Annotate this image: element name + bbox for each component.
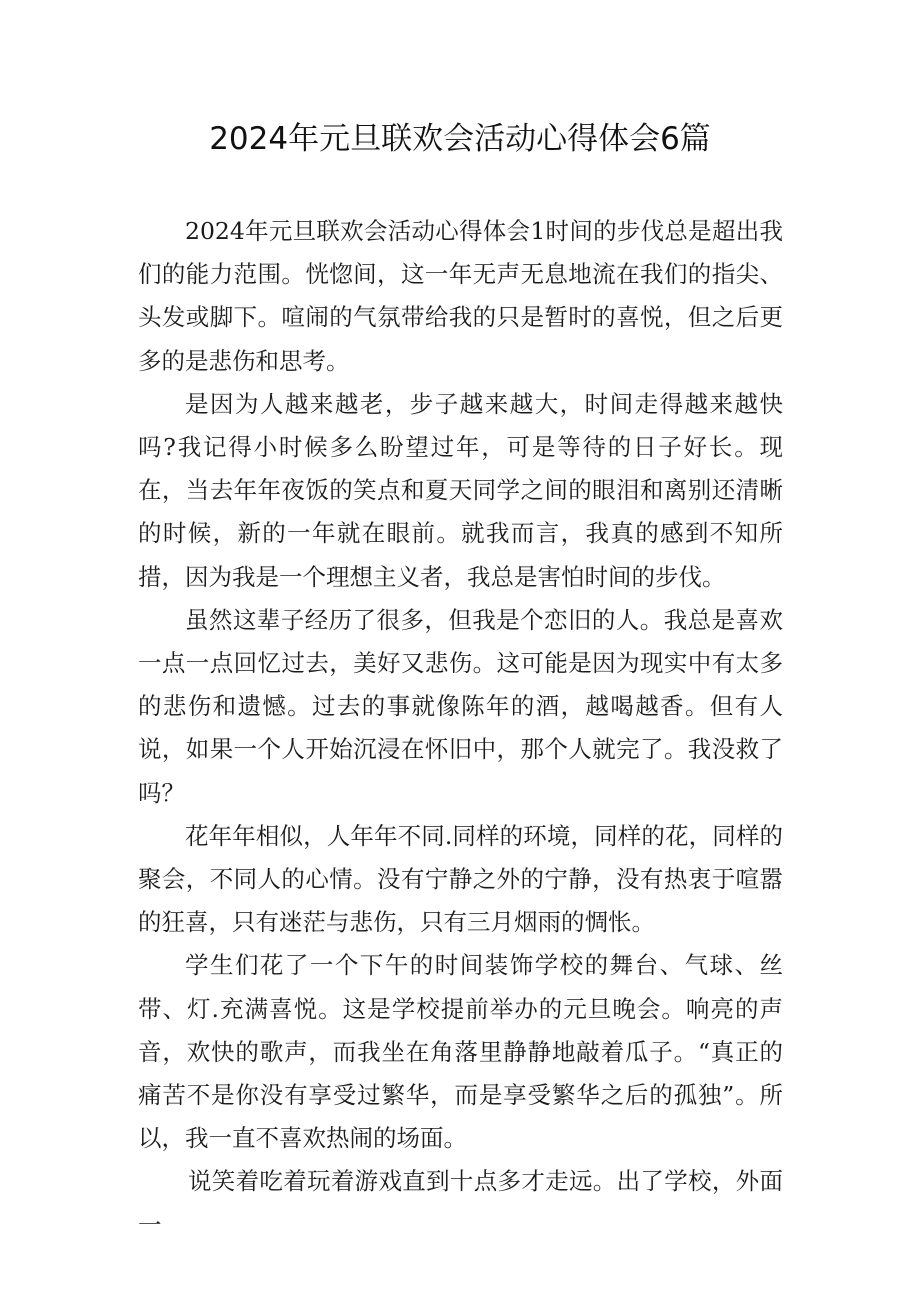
paragraph-5: 学生们花了一个下午的时间装饰学校的舞台、气球、丝带、灯.充满喜悦。这是学校提前举办的元旦晚会。响亮的声音，欢快的歌声，而我坐在角落里静静地敲着瓜子。“真正的痛苦不是你没有享受过繁华，而是享受繁华之后的孤独”。所以，我一直不喜欢热闹的场面。 [138, 951, 783, 1153]
paragraph-3: 虽然这辈子经历了很多，但我是个恋旧的人。我总是喜欢一点一点回忆过去，美好又悲伤。这可能是因为现实中有太多的悲伤和遗憾。过去的事就像陈年的酒，越喝越香。但有人说，如果一个人开始沉浸在怀旧中，那个人就完了。我没救了吗？ [138, 605, 783, 807]
document-title: 2024年元旦联欢会活动心得体会6篇 [209, 121, 711, 157]
document-body [138, 210, 783, 1247]
paragraph-1: 2024年元旦联欢会活动心得体会1时间的步伐总是超出我们的能力范围。恍惚间，这一年无声无息地流在我们的指尖、头发或脚下。喧闹的气氛带给我的只是暂时的喜悦，但之后更多的是悲伤和思考。 [138, 217, 783, 375]
paragraph-4: 花年年相似，人年年不同.同样的环境，同样的花，同样的聚会，不同人的心情。没有宁静之外的宁静，没有热衷于喧嚣的狂喜，只有迷茫与悲伤，只有三月烟雨的惆怅。 [138, 821, 783, 937]
paragraph-2: 是因为人越来越老，步子越来越大，时间走得越来越快吗?我记得小时候多么盼望过年，可是等待的日子好长。现在，当去年年夜饭的笑点和夏天同学之间的眼泪和离别还清晰的时候，新的一年就在眼前。就我而言，我真的感到不知所措，因为我是一个理想主义者，我总是害怕时间的步伐。 [138, 389, 783, 591]
paragraph-6: 说笑着吃着玩着游戏直到十点多才走远。出了学校，外面一 [138, 1167, 783, 1239]
